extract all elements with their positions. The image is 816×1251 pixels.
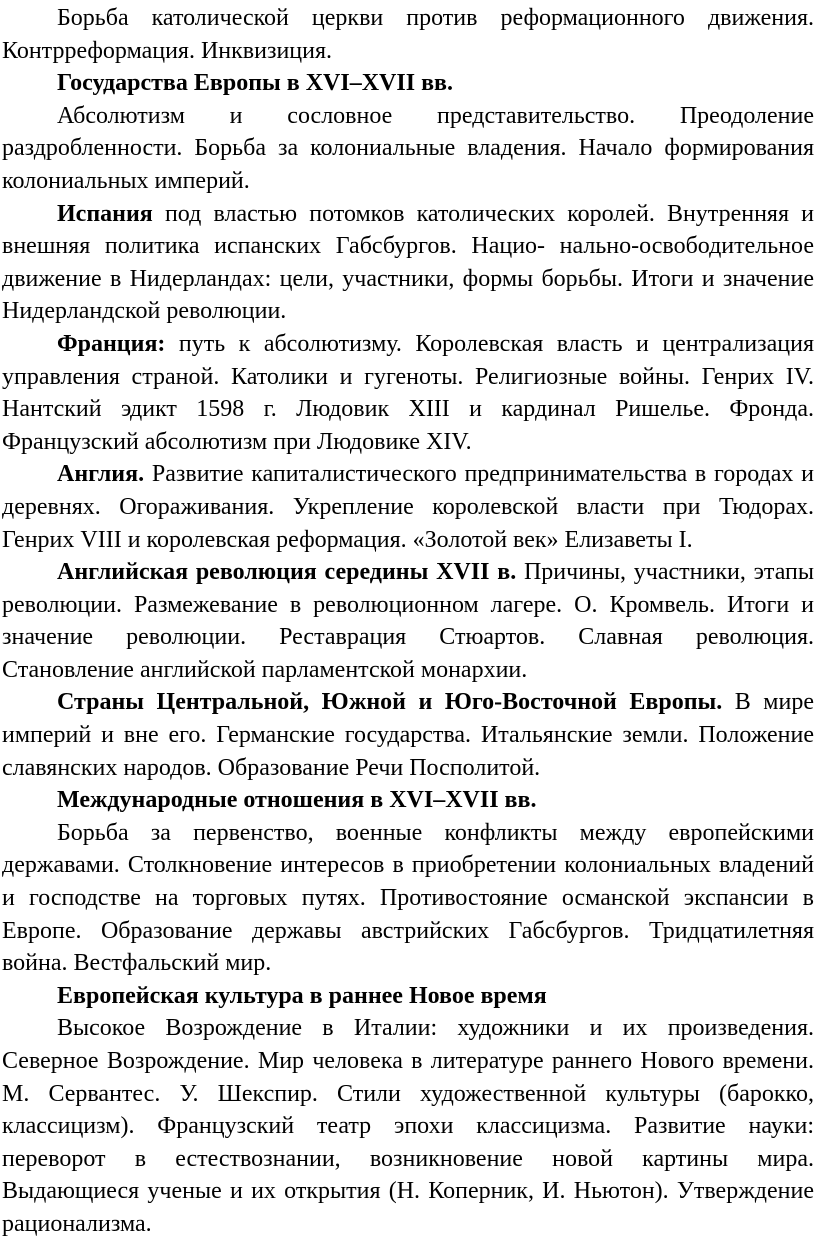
heading-european-states: Государства Европы в XVI–XVII вв. bbox=[57, 70, 453, 97]
paragraph-central-europe-lead: Страны Центральной, Южной и Юго-Восточной Европы. bbox=[57, 689, 723, 716]
paragraph-central-europe-text: В мире империй и вне его. Германские государства. Итальянские земли. Положение славянских народов. Образование Речи Посполитой. bbox=[2, 689, 814, 781]
paragraph-european-culture: Высокое Возрождение в Италии: художники и их произведения. Северное Возрождение. Мир человека в литературе раннего Нового времени. М. Сервантес. У. Шекспир. Стили художественной культуры (барокко, классицизм). Французский театр эпохи классицизма. Развитие науки: переворот в естествознании, возникновение новой картины мира. Выдающиеся ученые и их открытия (Н. Коперник, И. Ньютон). Утверждение рационализма. bbox=[2, 1015, 814, 1237]
paragraph-spain-lead: Испания bbox=[57, 200, 153, 227]
paragraph-spain bbox=[2, 198, 814, 328]
paragraph-england-text: Развитие капиталистического предпринимательства в городах и деревнях. Огораживания. Укрепление королевской власти при Тюдорах. Генрих VIII и королевская реформация. «Золотой век» Елизаветы I. bbox=[2, 461, 814, 553]
paragraph-english-revolution-lead: Английская революция середины XVII в. bbox=[57, 559, 517, 586]
paragraph-france-lead: Франция: bbox=[57, 330, 166, 357]
paragraph-absolutism: Абсолютизм и сословное представительство. Преодоление раздробленности. Борьба за колониальные владения. Начало формирования колониальных империй. bbox=[2, 102, 814, 194]
paragraph-england-lead: Англия. bbox=[57, 461, 145, 488]
paragraph-international-relations: Борьба за первенство, военные конфликты между европейскими державами. Столкновение интересов в приобретении колониальных владений и господстве на торговых путях. Противостояние османской экспансии в Европе. Образование державы австрийских Габсбургов. Тридцатилетняя война. Вестфальский мир. bbox=[2, 819, 814, 977]
heading-european-culture: Европейская культура в раннее Новое время bbox=[57, 982, 547, 1009]
paragraph-england bbox=[2, 458, 814, 556]
paragraph-france bbox=[2, 328, 814, 458]
paragraph-spain-text: под властью потомков католических королей. Внутренняя и внешняя политика испанских Габсбургов. Нацио- нально-освободительное движение в Нидерландах: цели, участники, формы борьбы. Итоги и значение Нидерландской революции. bbox=[2, 200, 814, 325]
paragraph-france-text: путь к абсолютизму. Королевская власть и централизация управления страной. Католики и гугеноты. Религиозные войны. Генрих IV. Нантский эдикт 1598 г. Людовик XIII и кардинал Ришелье. Фронда. Французский абсолютизм при Людовике XIV. bbox=[2, 330, 814, 455]
paragraph-english-revolution-text: Причины, участники, этапы революции. Размежевание в революционном лагере. О. Кромвель. Итоги и значение революции. Реставрация Стюартов. Славная революция. Становление английской парламентской монархии. bbox=[2, 559, 815, 683]
paragraph-counter-reformation: Борьба католической церкви против реформационного движения. Контрреформация. Инквизиция. bbox=[2, 5, 814, 64]
paragraph-english-revolution bbox=[2, 556, 814, 686]
paragraph-central-europe bbox=[2, 686, 814, 784]
heading-international-relations: Международные отношения в XVI–XVII вв. bbox=[57, 787, 537, 814]
